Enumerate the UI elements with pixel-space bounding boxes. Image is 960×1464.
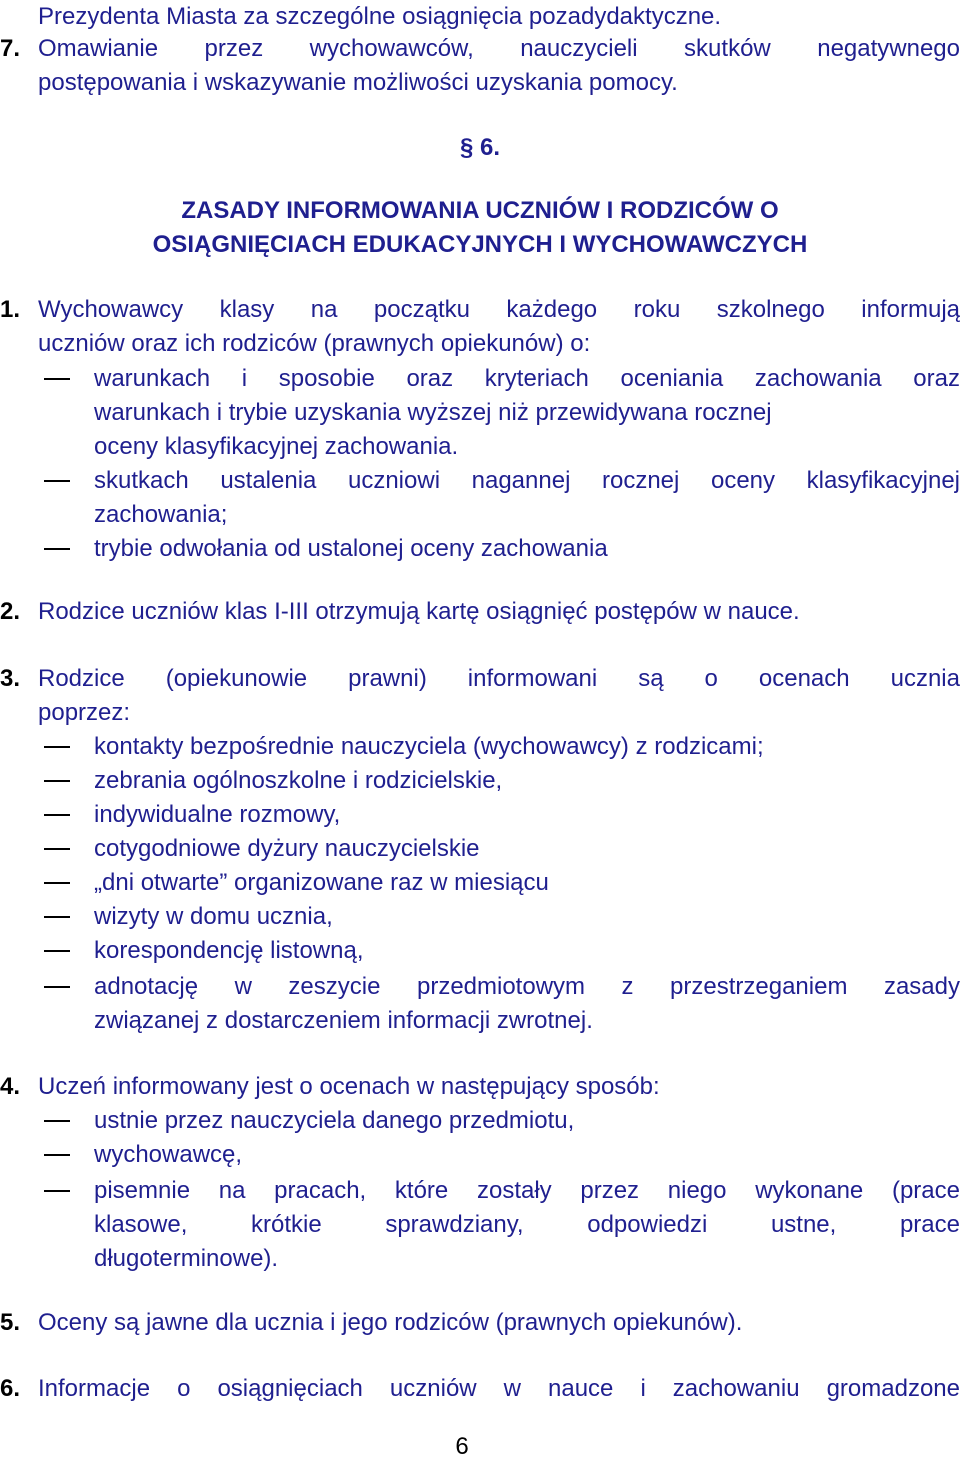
p3-number: 3.: [0, 665, 21, 692]
p3-line1: Rodzice (opiekunowie prawni) informowani są o ocenach ucznia: [38, 665, 960, 692]
p6-number: 6.: [0, 1375, 21, 1402]
p1-item2-line1: skutkach ustalenia uczniowi nagannej rocznej oceny klasyfikacyjnej: [94, 467, 960, 494]
intro-item7-line1: Omawianie przez wychowawców, nauczycieli skutków negatywnego: [38, 35, 960, 62]
p3-item2: zebrania ogólnoszkolne i rodzicielskie,: [94, 767, 503, 794]
p4-number: 4.: [0, 1073, 21, 1100]
p3-item6: wizyty w domu ucznia,: [94, 903, 333, 930]
p3-item4: cotygodniowe dyżury nauczycielskie: [94, 835, 480, 862]
bullet-dash: [44, 1154, 70, 1156]
p1-item1-line2: warunkach i trybie uzyskania wyższej niż przewidywana rocznej: [94, 399, 772, 426]
p5-text: Oceny są jawne dla ucznia i jego rodziców (prawnych opiekunów).: [38, 1309, 743, 1336]
p1-line2: uczniów oraz ich rodziców (prawnych opiekunów) o:: [38, 330, 591, 357]
p2-number: 2.: [0, 598, 21, 625]
intro-line: Prezydenta Miasta za szczególne osiągnięcia pozadydaktyczne.: [38, 3, 722, 30]
p2-text: Rodzice uczniów klas I-III otrzymują kartę osiągnięć postępów w nauce.: [38, 598, 800, 625]
p3-item7: korespondencję listowną,: [94, 937, 364, 964]
p4-item3-line2: klasowe, krótkie sprawdziany, odpowiedzi ustne, prace: [94, 1211, 960, 1238]
p1-item2-line2: zachowania;: [94, 501, 228, 528]
p1-number: 1.: [0, 296, 21, 323]
p4-item2: wychowawcę,: [94, 1141, 243, 1168]
p4-item3-line1: pisemnie na pracach, które zostały przez niego wykonane (prace: [94, 1177, 960, 1204]
p4-item3-line3: długoterminowe).: [94, 1245, 279, 1272]
bullet-dash: [44, 916, 70, 918]
bullet-dash: [44, 1190, 70, 1192]
p1-line1: Wychowawcy klasy na początku każdego roku szkolnego informują: [38, 296, 960, 323]
page-number: 6: [455, 1433, 469, 1460]
p1-item3-line1: trybie odwołania od ustalonej oceny zachowania: [94, 535, 608, 562]
p1-item1-line3: oceny klasyfikacyjnej zachowania.: [94, 433, 459, 460]
bullet-dash: [44, 814, 70, 816]
intro-item7-line2: postępowania i wskazywanie możliwości uzyskania pomocy.: [38, 69, 678, 96]
bullet-dash: [44, 848, 70, 850]
section-number: § 6.: [459, 134, 501, 161]
p3-item1: kontakty bezpośrednie nauczyciela (wychowawcy) z rodzicami;: [94, 733, 764, 760]
p3-item5: „dni otwarte” organizowane raz w miesiącu: [94, 869, 549, 896]
p3-item8-line2: związanej z dostarczeniem informacji zwrotnej.: [94, 1007, 593, 1034]
p4-item1: ustnie przez nauczyciela danego przedmiotu,: [94, 1107, 575, 1134]
p1-item1-line1: warunkach i sposobie oraz kryteriach oceniania zachowania oraz: [94, 365, 960, 392]
p3-item8-line1: adnotację w zeszycie przedmiotowym z przestrzeganiem zasady: [94, 973, 960, 1000]
p6-text: Informacje o osiągnięciach uczniów w nauce i zachowaniu gromadzone: [38, 1375, 960, 1402]
section-title-line1: ZASADY INFORMOWANIA UCZNIÓW I RODZICÓW O: [181, 197, 779, 224]
bullet-dash: [44, 780, 70, 782]
bullet-dash: [44, 882, 70, 884]
bullet-dash: [44, 548, 70, 550]
bullet-dash: [44, 480, 70, 482]
section-title-line2: OSIĄGNIĘCIACH EDUKACYJNYCH I WYCHOWAWCZYCH: [152, 231, 808, 258]
bullet-dash: [44, 950, 70, 952]
p4-line1: Uczeń informowany jest o ocenach w następujący sposób:: [38, 1073, 660, 1100]
bullet-dash: [44, 1120, 70, 1122]
p5-number: 5.: [0, 1309, 21, 1336]
item-number: 7.: [0, 35, 21, 62]
bullet-dash: [44, 986, 70, 988]
p3-line2: poprzez:: [38, 699, 131, 726]
bullet-dash: [44, 746, 70, 748]
p3-item3: indywidualne rozmowy,: [94, 801, 341, 828]
bullet-dash: [44, 378, 70, 380]
